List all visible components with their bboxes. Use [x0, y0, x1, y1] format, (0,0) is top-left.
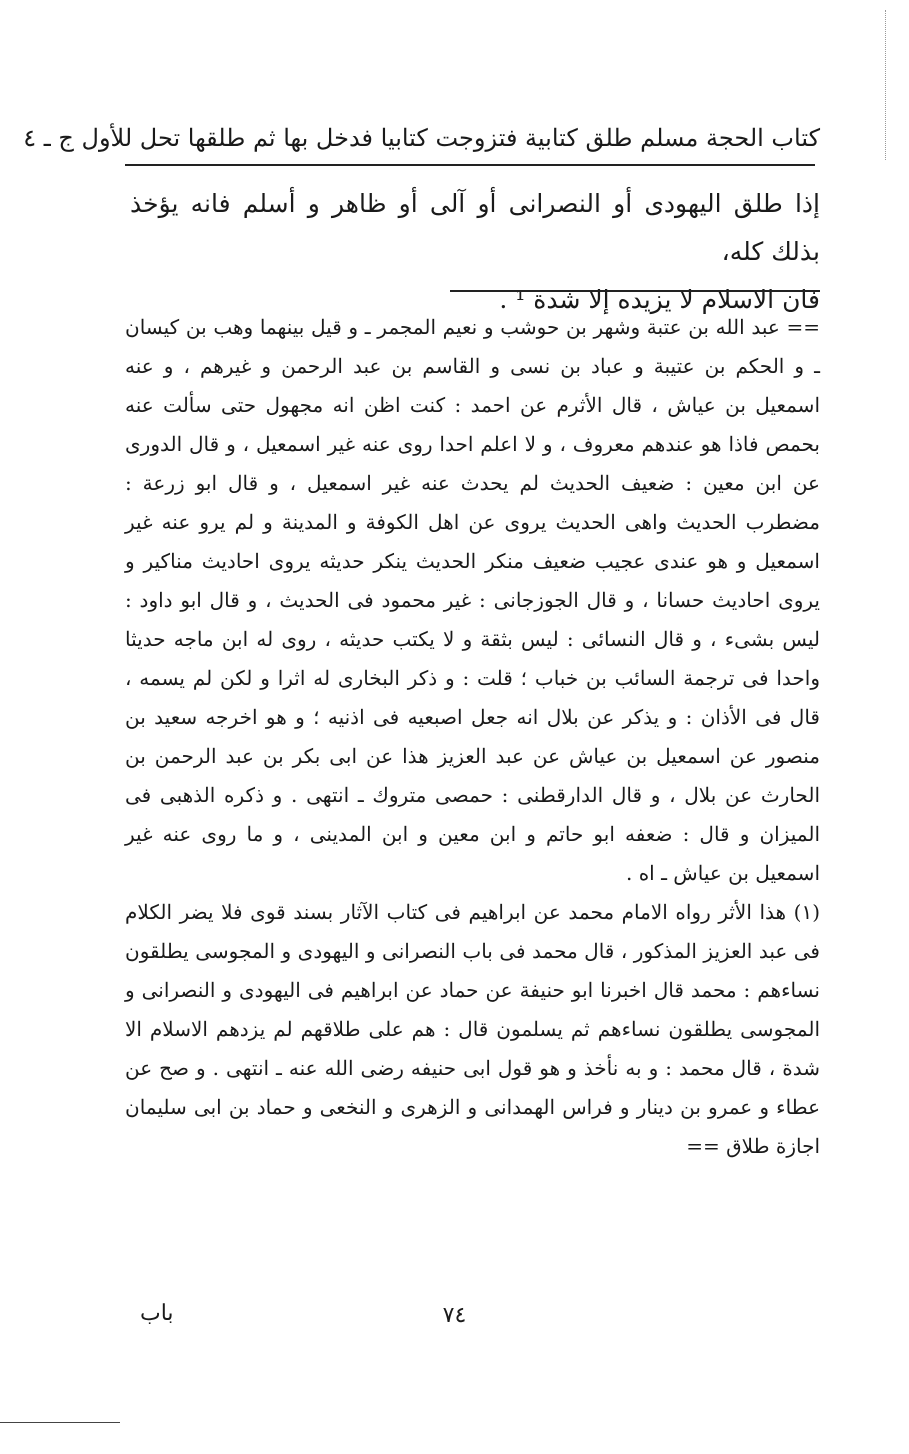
footnote-separator: [450, 290, 820, 292]
footnote-1: (١) هذا الأثر رواه الامام محمد عن ابراهيم فى كتاب الآثار بسند قوى فلا يضر الكلام فى عبد العزيز المذكور ، قال محمد فى باب النصرانى و اليهودى و المجوسى يطلقون نساءهم : محمد قال اخبرنا ابو حنيفة عن حماد عن ابراهيم فى اليهودى و النصرانى و المجوسى يطلقون نساءهم ثم يسلمون قال : هم على طلاقهم لم يزدهم الاسلام الا شدة ، قال محمد : و به نأخذ و هو قول ابى حنيفه رضى الله عنه ـ انتهى . و صح عن عطاء و عمرو بن دينار و فراس الهمدانى و الزهرى و النخعى و حماد بن ابى سليمان اجازة طلاق ==: [125, 900, 820, 1158]
page-number: ٧٤: [442, 1303, 467, 1328]
running-header: كتاب الحجة مسلم طلق كتابية فتزوجت كتابيا فدخل بها ثم طلقها تحل للأول ج ـ ٤: [23, 124, 820, 152]
catchword: باب: [140, 1301, 174, 1326]
main-text-line-1: إذا طلق اليهودى أو النصرانى أو آلى أو ظاهر و أسلم فانه يؤخذ بذلك كله،: [130, 189, 820, 266]
footnotes: [125, 308, 820, 1166]
header-rule: [125, 164, 815, 166]
bottom-rule: [0, 1422, 120, 1423]
main-text: [130, 180, 820, 324]
edge-marks: [885, 10, 892, 160]
footnote-continuation: == عبد الله بن عتبة وشهر بن حوشب و نعيم المجمر ـ و قيل بينهما وهب بن كيسان ـ و الحكم بن عتيبة و عباد بن نسى و القاسم بن عبد الرحمن و غيرهم ، و عنه اسمعيل بن عياش ، قال الأثرم عن احمد : كنت اظن انه مجهول حتى سألت عنه بحمص فاذا هو عندهم معروف ، و لا اعلم احدا روى عنه غير اسمعيل ، و قال الدورى عن ابن معين : ضعيف الحديث لم يحدث عنه غير اسمعيل ، و قال ابو زرعة : مضطرب الحديث واهى الحديث يروى عن اهل الكوفة و المدينة و لم يرو عنه غير اسمعيل و هو عندى عجيب ضعيف منكر الحديث ينكر حديثه يروى احاديث مناكير و يروى احاديث حسانا ، و قال الجوزجانى : غير محمود فى الحديث ، و قال ابو داود : ليس بشىء ، و قال النسائى : ليس بثقة و لا يكتب حديثه ، روى له ابن ماجه حديثا واحدا فى ترجمة السائب بن خباب ؛ قلت : و ذكر البخارى له اثرا و لكن لم يسمه ، قال فى الأذان : و يذكر عن بلال انه جعل اصبعيه فى اذنيه ؛ و هو اخرجه سعيد بن منصور عن اسمعيل بن عياش عن عبد العزيز هذا عن ابى بكر بن عبد الرحمن بن الحارث عن بلال ، و قال الدارقطنى : حمصى متروك ـ انتهى . و ذكره الذهبى فى الميزان و قال : ضعفه ابو حاتم و ابن معين و ابن المدينى ، و ما روى عنه غير اسمعيل بن عياش ـ اه .: [125, 315, 820, 885]
main-text-line-2: فان الاسلام لا يزيده إلا شدة ¹ .: [499, 285, 820, 314]
